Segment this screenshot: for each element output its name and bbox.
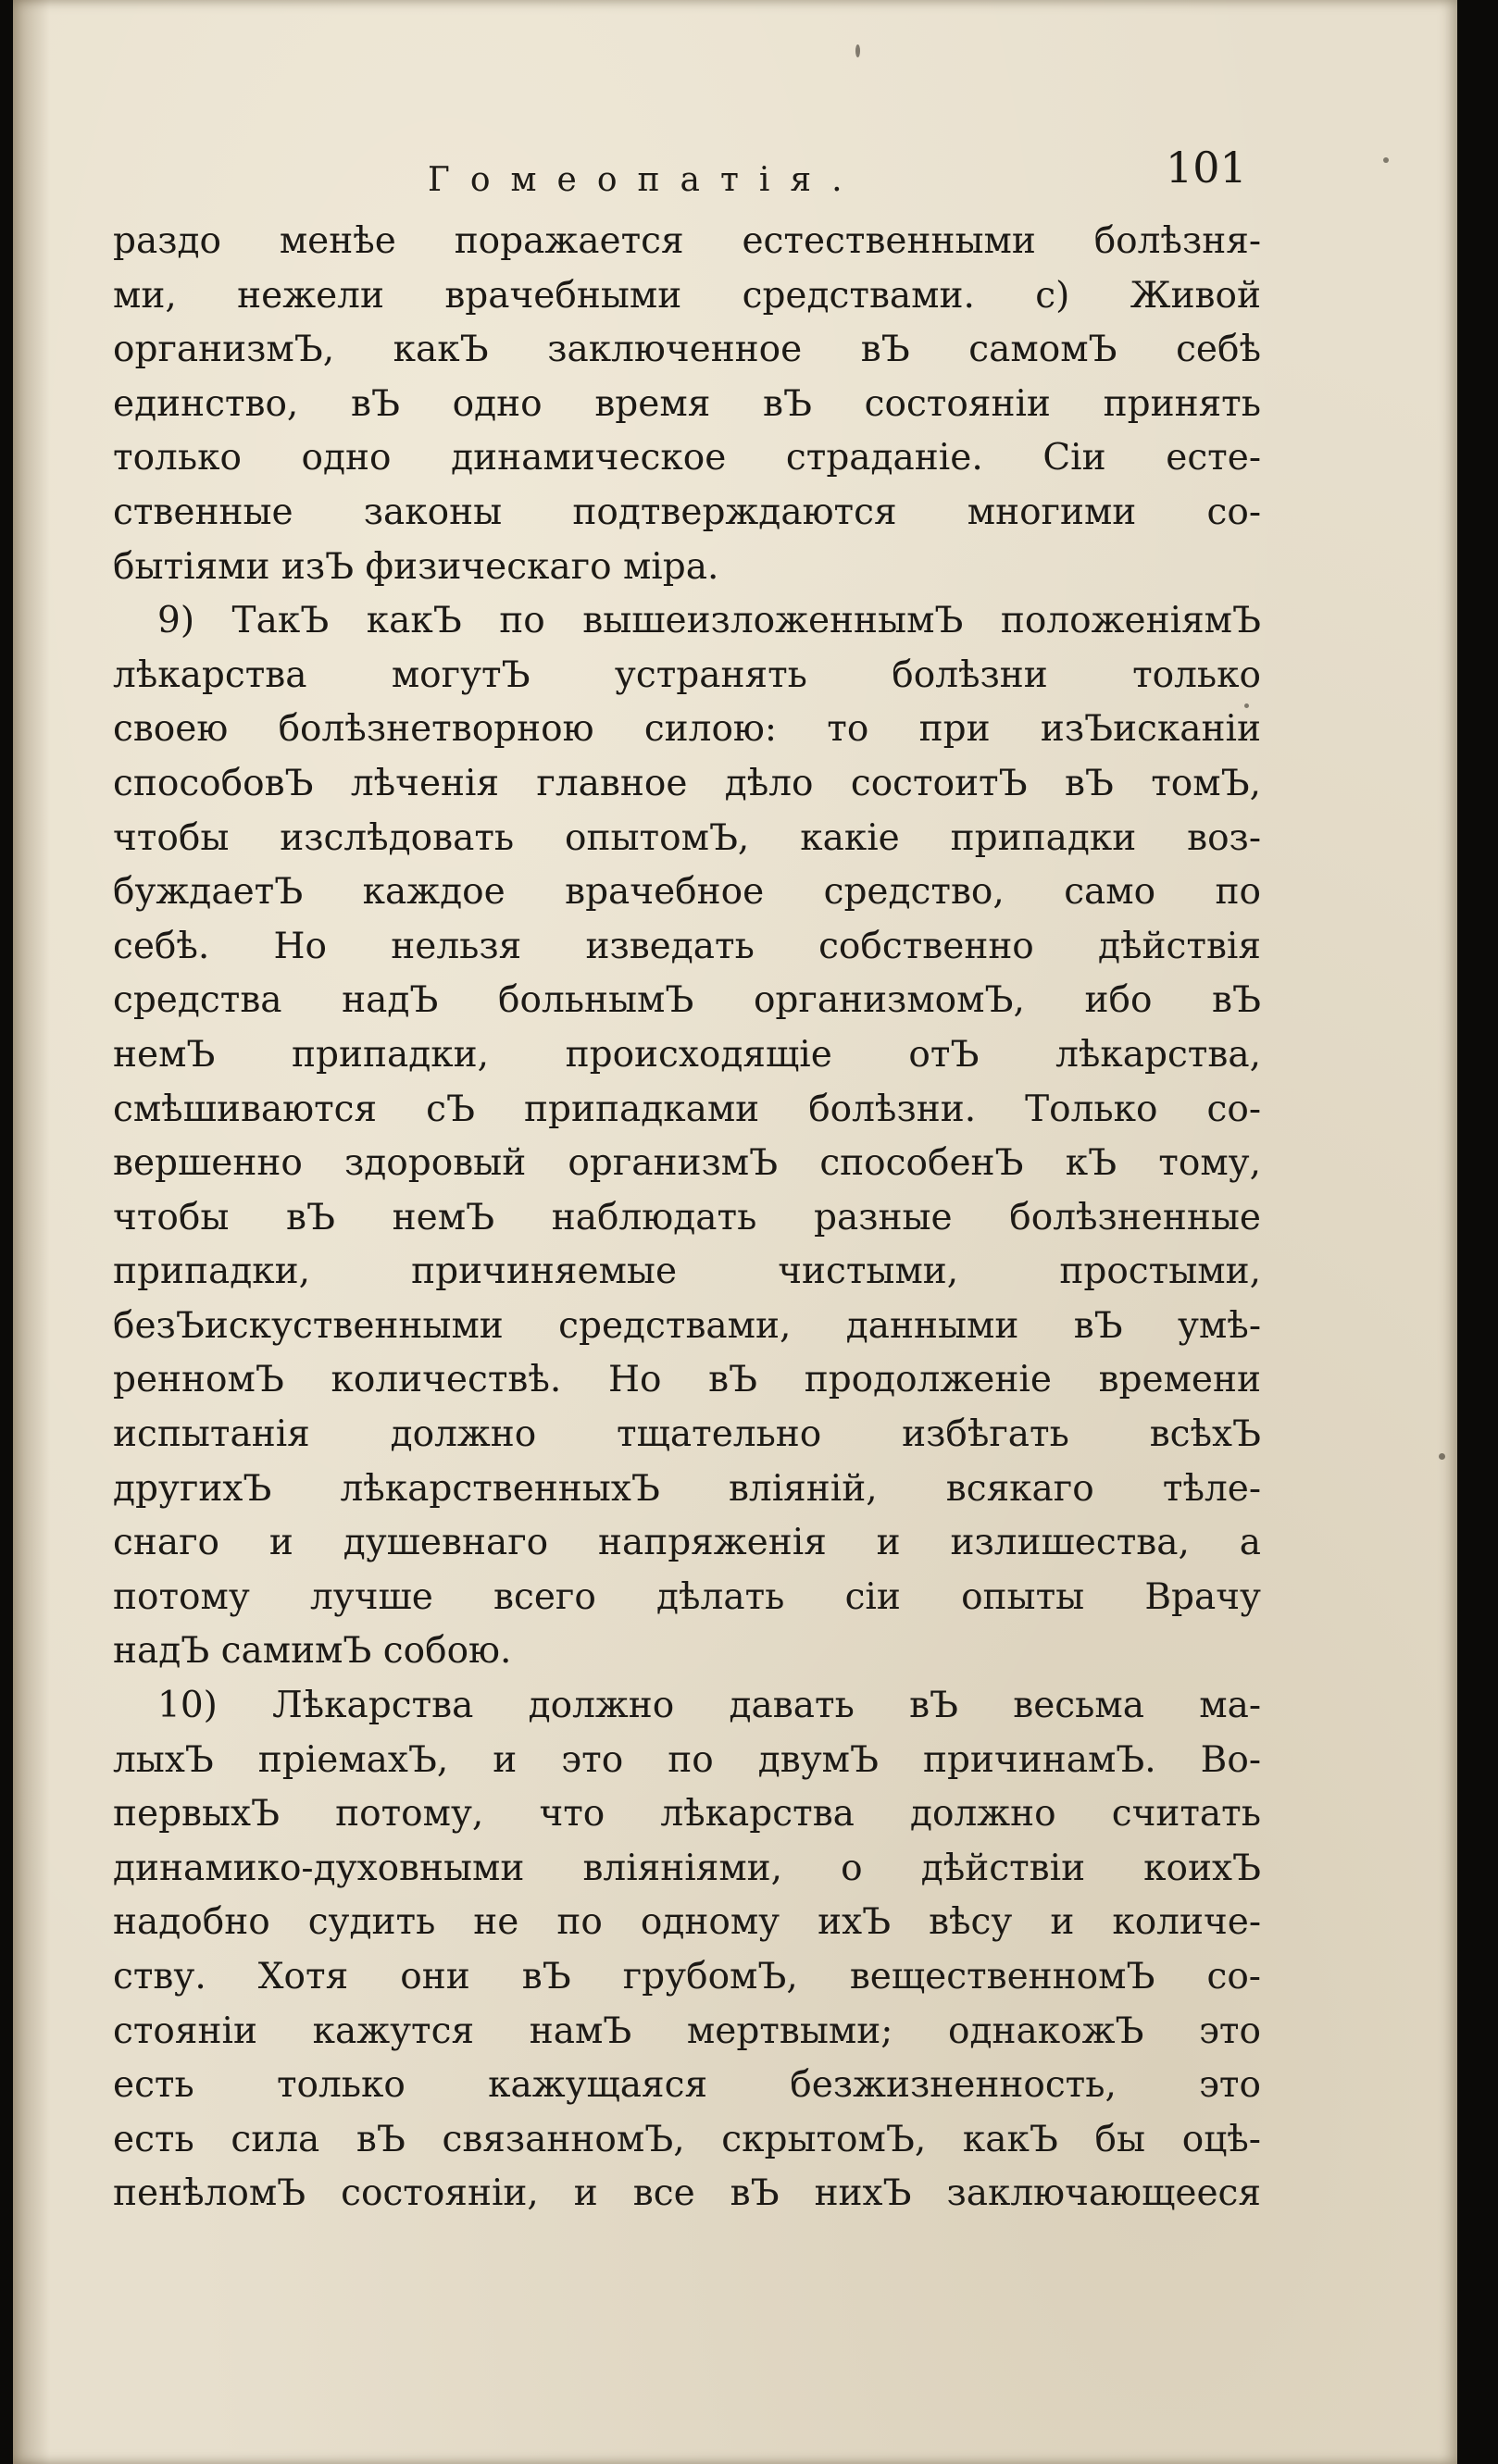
text-line: надЪ самимЪ собою.: [113, 1630, 512, 1673]
text-line: организмЪ, какЪ заключенное вЪ самомЪ себѣ: [113, 329, 1261, 371]
ink-speck: [1244, 703, 1249, 708]
text-line: снаго и душевнаго напряженія и излишества, а: [113, 1522, 1261, 1564]
text-line: чтобы вЪ немЪ наблюдать разные болѣзненные: [113, 1196, 1261, 1238]
text-line: раздо менѣе поражается естественными болѣзня-: [113, 220, 1261, 262]
running-head: Гомеопатія.: [428, 161, 863, 199]
text-line: лѣкарства могутЪ устранять болѣзни только: [113, 653, 1261, 696]
ink-speck: [855, 44, 860, 57]
text-line: себѣ. Но нельзя изведать собственно дѣйствія: [113, 925, 1261, 967]
paragraph-start-line: 10) Лѣкарства должно давать вЪ весьма ма-: [157, 1685, 1261, 1727]
text-line: есть только кажущаяся безжизненность, это: [113, 2064, 1261, 2107]
spine-shadow: [13, 0, 50, 2464]
ink-speck: [1439, 1453, 1445, 1460]
text-line: смѣшиваются сЪ припадками болѣзни. Только со-: [113, 1088, 1261, 1130]
text-line: способовЪ лѣченія главное дѣло состоитЪ вЪ томЪ,: [113, 762, 1261, 804]
text-line: первыхЪ потому, что лѣкарства должно считать: [113, 1793, 1261, 1836]
book-page: [13, 0, 1457, 2464]
ink-speck: [1383, 157, 1389, 163]
text-line: своею болѣзнетворною силою: то при изЪисканіи: [113, 708, 1261, 751]
text-line: бытіями изЪ физическаго міра.: [113, 545, 719, 588]
text-line: лыхЪ пріемахЪ, и это по двумЪ причинамЪ. Во-: [113, 1738, 1261, 1781]
text-line: ми, нежели врачебными средствами. с) Живой: [113, 274, 1261, 317]
text-line: ственные законы подтверждаются многими со-: [113, 491, 1261, 533]
body-text: [113, 215, 1261, 2221]
text-line: другихЪ лѣкарственныхЪ вліяній, всякаго тѣле-: [113, 1467, 1261, 1510]
text-line: безЪискуственными средствами, данными вЪ умѣ-: [113, 1304, 1261, 1347]
text-line: чтобы изслѣдовать опытомЪ, какіе припадки воз-: [113, 816, 1261, 859]
text-line: потому лучше всего дѣлать сіи опыты Врачу: [113, 1575, 1261, 1618]
text-line: ренномЪ количествѣ. Но вЪ продолженіе времени: [113, 1359, 1261, 1401]
text-line: пенѣломЪ состояніи, и все вЪ нихЪ заключающееся: [113, 2172, 1261, 2215]
page-header: [13, 143, 1457, 205]
text-line: испытанія должно тщательно избѣгать всѣхЪ: [113, 1413, 1261, 1456]
text-line: динамико-духовными вліяніями, о дѣйствіи коихЪ: [113, 1847, 1261, 1889]
text-line: стояніи кажутся намЪ мертвыми; однакожЪ это: [113, 2010, 1261, 2052]
page-number: 101: [1166, 143, 1247, 193]
paragraph-start-line: 9) ТакЪ какЪ по вышеизложеннымЪ положеніямЪ: [157, 600, 1261, 642]
text-line: ству. Хотя они вЪ грубомЪ, вещественномЪ со-: [113, 1956, 1261, 1997]
text-line: вершенно здоровый организмЪ способенЪ кЪ тому,: [113, 1142, 1261, 1185]
text-line: надобно судить не по одному ихЪ вѣсу и количе-: [113, 1901, 1261, 1944]
text-line: есть сила вЪ связанномЪ, скрытомЪ, какЪ бы оцѣ-: [113, 2118, 1261, 2160]
text-line: буждаетЪ каждое врачебное средство, само по: [113, 871, 1261, 914]
text-line: только одно динамическое страданіе. Сіи есте-: [113, 437, 1261, 479]
text-line: средства надЪ больнымЪ организмомЪ, ибо вЪ: [113, 979, 1261, 1022]
text-line: припадки, причиняемые чистыми, простыми,: [113, 1251, 1261, 1293]
text-line: единство, вЪ одно время вЪ состояніи принять: [113, 382, 1261, 425]
text-line: немЪ припадки, происходящіе отЪ лѣкарства,: [113, 1033, 1261, 1076]
